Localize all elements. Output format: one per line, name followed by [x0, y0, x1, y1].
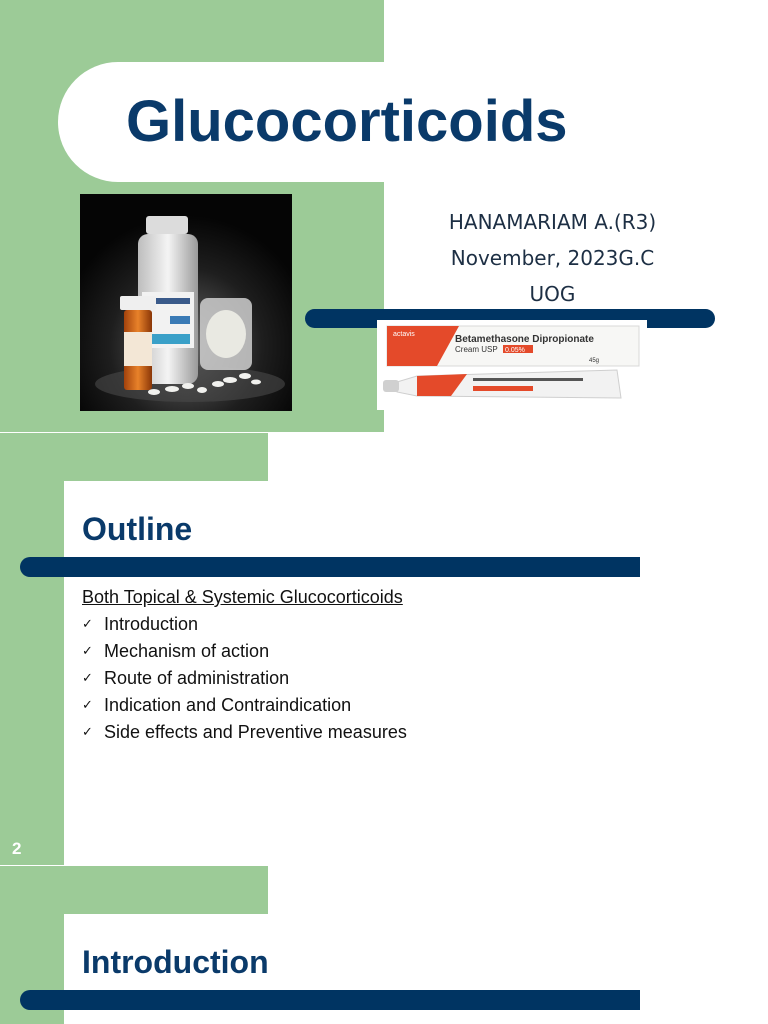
slide-heading: Outline: [82, 511, 193, 547]
outline-slide: [0, 433, 768, 865]
list-item: ✓ Side effects and Preventive measures: [82, 719, 407, 746]
checkmark-icon: ✓: [82, 671, 93, 686]
institution: UOG: [529, 282, 576, 306]
brand-label: actavis: [393, 331, 415, 338]
heading-divider-bar: [20, 557, 640, 577]
slide-title: Glucocorticoids: [126, 89, 568, 154]
medication-bottles-photo: [80, 194, 292, 411]
author-name: HANAMARIAM A.(R3): [448, 210, 657, 234]
heading-divider-bar: [20, 990, 640, 1010]
outline-subheading: Both Topical & Systemic Glucocorticoids: [82, 587, 403, 607]
slide-heading: Introduction: [82, 944, 269, 980]
page-number: 2: [12, 839, 22, 858]
betamethasone-cream-box-photo: [377, 320, 647, 410]
green-panel-top: [0, 866, 268, 914]
outline-list: [82, 611, 407, 746]
product-form: Cream USP: [455, 345, 498, 354]
title-slide: [0, 0, 768, 432]
checkmark-icon: ✓: [82, 617, 93, 632]
list-item: ✓ Mechanism of action: [82, 638, 407, 665]
checkmark-icon: ✓: [82, 698, 93, 713]
introduction-slide: [0, 866, 768, 1024]
list-item: ✓ Indication and Contraindication: [82, 692, 407, 719]
product-strength: 0.05%: [505, 347, 525, 354]
byline: [400, 204, 705, 312]
checkmark-icon: ✓: [82, 644, 93, 659]
product-size: 45g: [589, 358, 600, 364]
product-name: Betamethasone Dipropionate: [455, 334, 594, 345]
green-panel-top: [0, 433, 268, 481]
checkmark-icon: ✓: [82, 725, 93, 740]
presentation-date: November, 2023G.C: [450, 246, 655, 270]
green-panel: [0, 433, 64, 865]
list-item: ✓ Introduction: [82, 611, 407, 638]
list-item: ✓ Route of administration: [82, 665, 407, 692]
